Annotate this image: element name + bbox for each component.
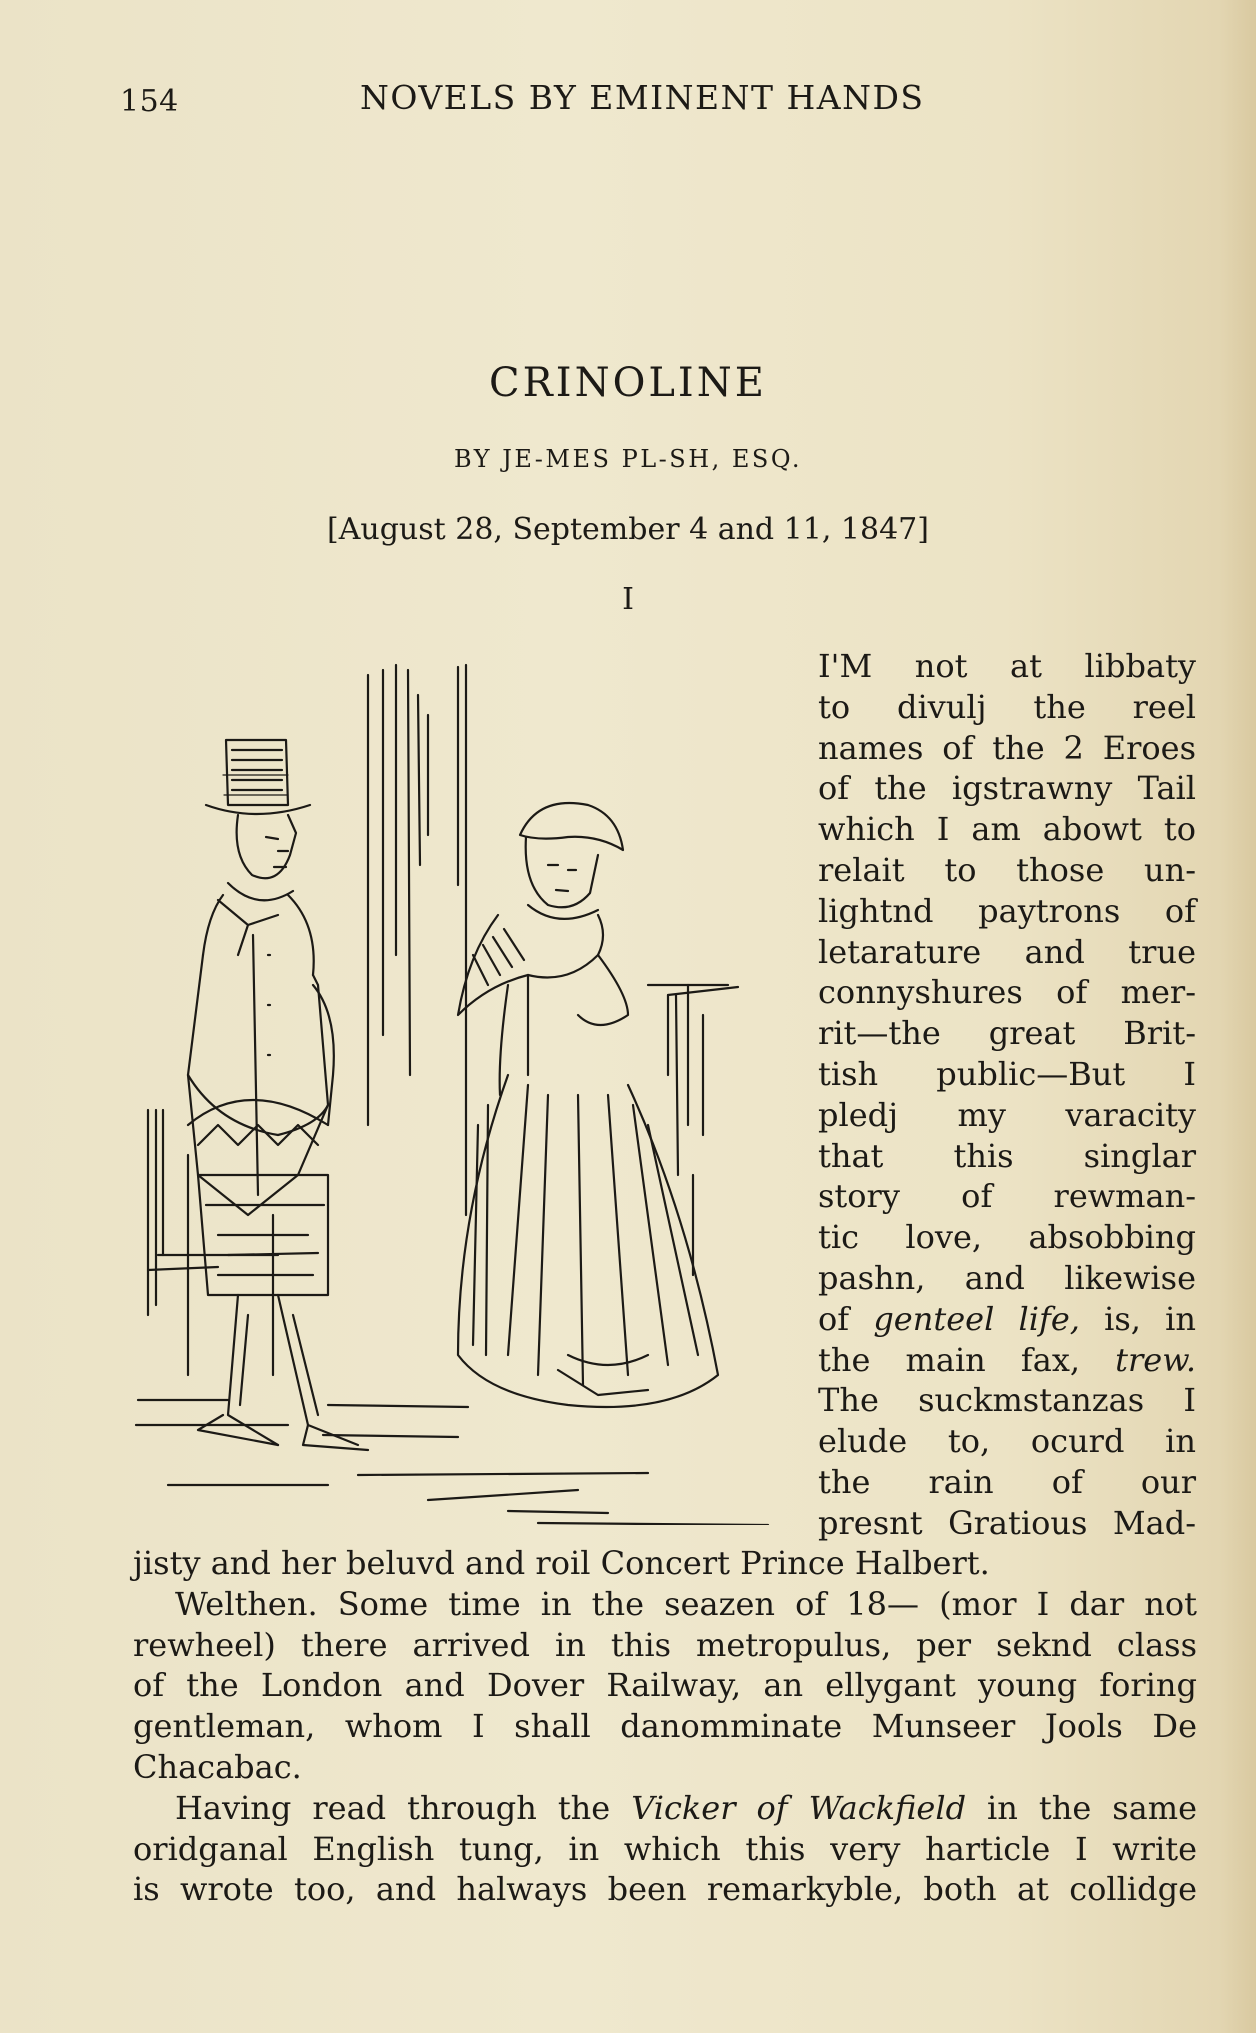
text-line: elude to, ocurd in (818, 1422, 1196, 1461)
text-line: I'M not at libbaty (818, 647, 1196, 685)
chapter-title: CRINOLINE (489, 360, 767, 406)
text-line: presnt Gratious Mad- (818, 1503, 1196, 1542)
text-line: lightnd paytrons of (818, 891, 1196, 930)
text-line: of genteel life, is, in (818, 1299, 1197, 1338)
book-title: Vicker of Wackfield (631, 1788, 967, 1827)
section-number: I (622, 582, 634, 617)
text-line: to divulj the reel (818, 687, 1196, 726)
text-line: the rain of our (818, 1462, 1196, 1501)
small-caps-text: M (839, 647, 873, 685)
page-number: 154 (120, 84, 179, 119)
text-line: letarature and true (818, 932, 1196, 971)
text-line: tic love, absobbing (818, 1218, 1196, 1257)
text-line: rewheel) there arrived in this metropulus, per seknd class (133, 1625, 1197, 1664)
publication-dates: [August 28, September 4 and 11, 1847] (327, 512, 929, 547)
text-line: The suckmstanzas I (818, 1381, 1196, 1420)
running-head (120, 78, 1130, 128)
text-line: connyshures of mer- (818, 973, 1196, 1012)
engraving-illustration (128, 655, 808, 1525)
text-line: story of rewman- (818, 1177, 1196, 1216)
text-line: Having read through the Vicker of Wackfield in the same (175, 1788, 1198, 1827)
wrapped-paragraph (818, 646, 1196, 1544)
text-line: relait to those un- (818, 850, 1196, 889)
paragraph (133, 1584, 1197, 1788)
running-title: NOVELS BY EMINENT HANDS (360, 78, 925, 117)
text-line: rit—the great Brit- (818, 1014, 1196, 1053)
paragraph (133, 1788, 1197, 1910)
text-line: gentleman, whom I shall danomminate Munseer Jools De (133, 1707, 1197, 1746)
text-line: that this singlar (818, 1136, 1196, 1175)
text-line: of the London and Dover Railway, an ellygant young foring (133, 1666, 1197, 1705)
body-text (133, 1543, 1197, 1910)
text-line: which I am abowt to (818, 810, 1196, 849)
text-line: pashn, and likewise (818, 1258, 1196, 1297)
text-line: names of the 2 Eroes (818, 728, 1196, 767)
italic-text: genteel life, (873, 1299, 1080, 1338)
text-line: Welthen. Some time in the seazen of 18— (mor I dar not (175, 1584, 1197, 1623)
italic-text: trew. (1115, 1340, 1196, 1379)
text-line: is wrote too, and halways been remarkyble, both at collidge (133, 1870, 1197, 1909)
text-line: the main fax, trew. (818, 1340, 1196, 1379)
text-line: tish public—But I (818, 1054, 1196, 1093)
text-line: oridganal English tung, in which this very harticle I write (133, 1829, 1197, 1868)
drop-initial: I' (818, 647, 840, 685)
text-line: pledj my varacity (818, 1095, 1196, 1134)
byline: BY JE-MES PL-SH, ESQ. (454, 445, 802, 473)
paragraph (133, 1543, 1197, 1584)
text-line: jisty and her beluvd and roil Concert Prince Halbert. (133, 1544, 990, 1582)
text-line: Chacabac. (133, 1747, 302, 1786)
text-line: of the igstrawny Tail (818, 769, 1196, 808)
